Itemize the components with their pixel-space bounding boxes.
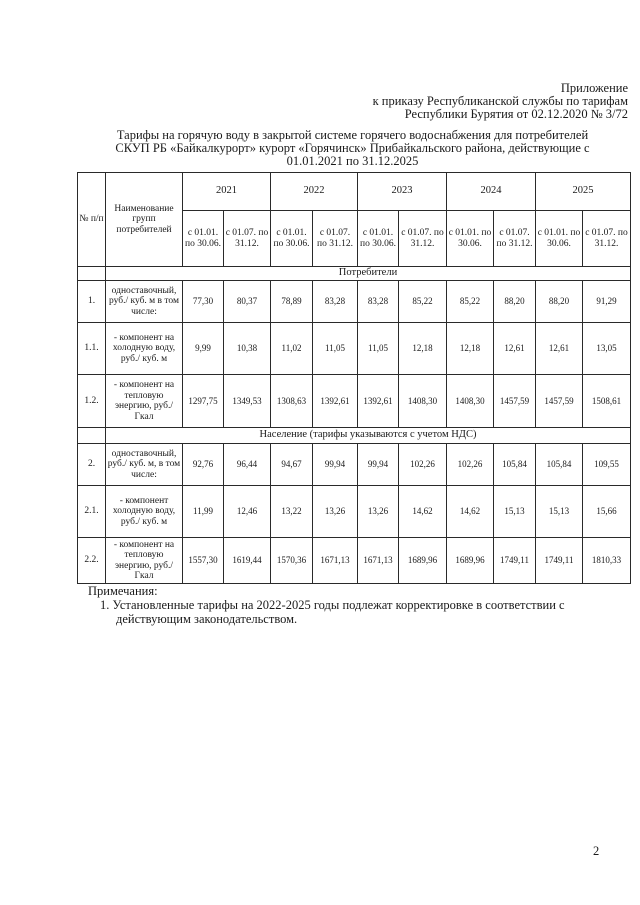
tariff-value: 1392,61 (313, 375, 358, 428)
note-item: 1. Установленные тарифы на 2022-2025 годы подлежат корректировке в соответствии с действующим законодательством. (100, 598, 565, 626)
title-line-1: Тарифы на горячую воду в закрытой системе горячего водоснабжения для потребителей (116, 128, 589, 142)
tariff-value: 1749,11 (494, 538, 536, 584)
tariff-value: 1408,30 (447, 375, 494, 428)
tariff-value: 80,37 (224, 281, 271, 323)
tariff-value: 96,44 (224, 444, 271, 486)
row-name: одноставочный, руб./ куб. м, в том числе: (106, 444, 183, 486)
section-spacer (78, 267, 106, 281)
section-spacer (78, 428, 106, 444)
header-period: с 01.07. по 31.12. (494, 211, 536, 267)
tariff-value: 1570,36 (271, 538, 313, 584)
tariff-value: 83,28 (358, 281, 399, 323)
section-title: Население (тарифы указываются с учетом НДС) (106, 428, 631, 444)
tariff-value: 11,99 (183, 486, 224, 538)
tariff-value: 11,05 (358, 323, 399, 375)
header-year: 2025 (536, 173, 631, 211)
tariff-value: 1689,96 (399, 538, 447, 584)
tariff-value: 14,62 (447, 486, 494, 538)
appendix-label: Приложение (560, 81, 628, 95)
row-num: 1. (78, 281, 106, 323)
header-period: с 01.01. по 30.06. (183, 211, 224, 267)
page-number: 2 (593, 844, 600, 858)
appendix-order-date: Республики Бурятия от 02.12.2020 № 3/72 (404, 107, 628, 121)
header-year: 2023 (358, 173, 447, 211)
tariff-value: 12,18 (399, 323, 447, 375)
tariff-value: 105,84 (536, 444, 583, 486)
table-row (78, 486, 631, 538)
tariff-value: 15,13 (536, 486, 583, 538)
header-period: с 01.01. по 30.06. (447, 211, 494, 267)
tariff-value: 1671,13 (358, 538, 399, 584)
header-period: с 01.01. по 30.06. (358, 211, 399, 267)
appendix-header (328, 82, 628, 121)
header-year: 2022 (271, 173, 358, 211)
tariff-value: 11,02 (271, 323, 313, 375)
tariff-value: 99,94 (313, 444, 358, 486)
tariff-value: 99,94 (358, 444, 399, 486)
section-title: Потребители (106, 267, 631, 281)
tariff-value: 15,66 (583, 486, 631, 538)
tariff-value: 78,89 (271, 281, 313, 323)
tariff-value: 11,05 (313, 323, 358, 375)
tariff-value: 85,22 (447, 281, 494, 323)
tariff-value: 85,22 (399, 281, 447, 323)
tariff-value: 13,26 (358, 486, 399, 538)
tariff-value: 1308,63 (271, 375, 313, 428)
header-group-name: Наименование групп потребителей (106, 173, 183, 267)
tariff-value: 1457,59 (536, 375, 583, 428)
tariff-value: 94,67 (271, 444, 313, 486)
header-period: с 01.07. по 31.12. (583, 211, 631, 267)
table-row (78, 375, 631, 428)
tariff-value: 1671,13 (313, 538, 358, 584)
row-num: 2.2. (78, 538, 106, 584)
tariff-value: 1508,61 (583, 375, 631, 428)
tariff-value: 83,28 (313, 281, 358, 323)
row-num: 2. (78, 444, 106, 486)
row-name: - компонент холодную воду, руб./ куб. м (106, 486, 183, 538)
header-period: с 01.01. по 30.06. (536, 211, 583, 267)
tariff-value: 12,46 (224, 486, 271, 538)
tariff-value: 1810,33 (583, 538, 631, 584)
header-period: с 01.07. по 31.12. (313, 211, 358, 267)
table-row (78, 538, 631, 584)
tariff-value: 13,26 (313, 486, 358, 538)
table-row (78, 323, 631, 375)
header-period: с 01.07. по 31.12. (224, 211, 271, 267)
tariff-value: 77,30 (183, 281, 224, 323)
tariff-value: 9,99 (183, 323, 224, 375)
tariff-value: 1457,59 (494, 375, 536, 428)
tariff-value: 1689,96 (447, 538, 494, 584)
header-year: 2021 (183, 173, 271, 211)
row-num: 1.2. (78, 375, 106, 428)
tariff-value: 15,13 (494, 486, 536, 538)
tariff-value: 88,20 (536, 281, 583, 323)
tariff-value: 12,61 (536, 323, 583, 375)
tariff-value: 88,20 (494, 281, 536, 323)
header-period: с 01.07. по 31.12. (399, 211, 447, 267)
tariff-value: 10,38 (224, 323, 271, 375)
header-year: 2024 (447, 173, 536, 211)
tariff-value: 1557,30 (183, 538, 224, 584)
tariff-value: 105,84 (494, 444, 536, 486)
tariff-value: 109,55 (583, 444, 631, 486)
row-name: одноставочный, руб./ куб. м в том числе: (106, 281, 183, 323)
tariff-value: 91,29 (583, 281, 631, 323)
row-num: 1.1. (78, 323, 106, 375)
tariff-value: 102,26 (447, 444, 494, 486)
header-period: с 01.01. по 30.06. (271, 211, 313, 267)
tariff-value: 12,61 (494, 323, 536, 375)
tariff-value: 1349,53 (224, 375, 271, 428)
row-name: - компонент на тепловую энергию, руб./Гкал (106, 375, 183, 428)
notes-heading: Примечания: (88, 584, 158, 598)
tariff-value: 102,26 (399, 444, 447, 486)
tariff-value: 1749,11 (536, 538, 583, 584)
tariff-value: 13,05 (583, 323, 631, 375)
table-row (78, 281, 631, 323)
header-num: № п/п (78, 173, 106, 267)
tariff-value: 13,22 (271, 486, 313, 538)
row-name: - компонент на холодную воду, руб./ куб. м (106, 323, 183, 375)
title-line-3: 01.01.2021 по 31.12.2025 (286, 154, 419, 168)
tariff-table (77, 172, 631, 584)
appendix-order-line: к приказу Республиканской службы по тарифам (372, 94, 628, 108)
tariff-value: 14,62 (399, 486, 447, 538)
title-line-2: СКУП РБ «Байкалкурорт» курорт «Горячинск» Прибайкальского района, действующие с (115, 141, 590, 155)
notes-block (88, 584, 608, 626)
tariff-value: 1297,75 (183, 375, 224, 428)
tariff-value: 1392,61 (358, 375, 399, 428)
tariff-value: 92,76 (183, 444, 224, 486)
tariff-value: 1408,30 (399, 375, 447, 428)
document-title (80, 129, 625, 168)
row-name: - компонент на тепловую энергию, руб./Гкал (106, 538, 183, 584)
tariff-value: 12,18 (447, 323, 494, 375)
tariff-value: 1619,44 (224, 538, 271, 584)
table-row (78, 444, 631, 486)
row-num: 2.1. (78, 486, 106, 538)
